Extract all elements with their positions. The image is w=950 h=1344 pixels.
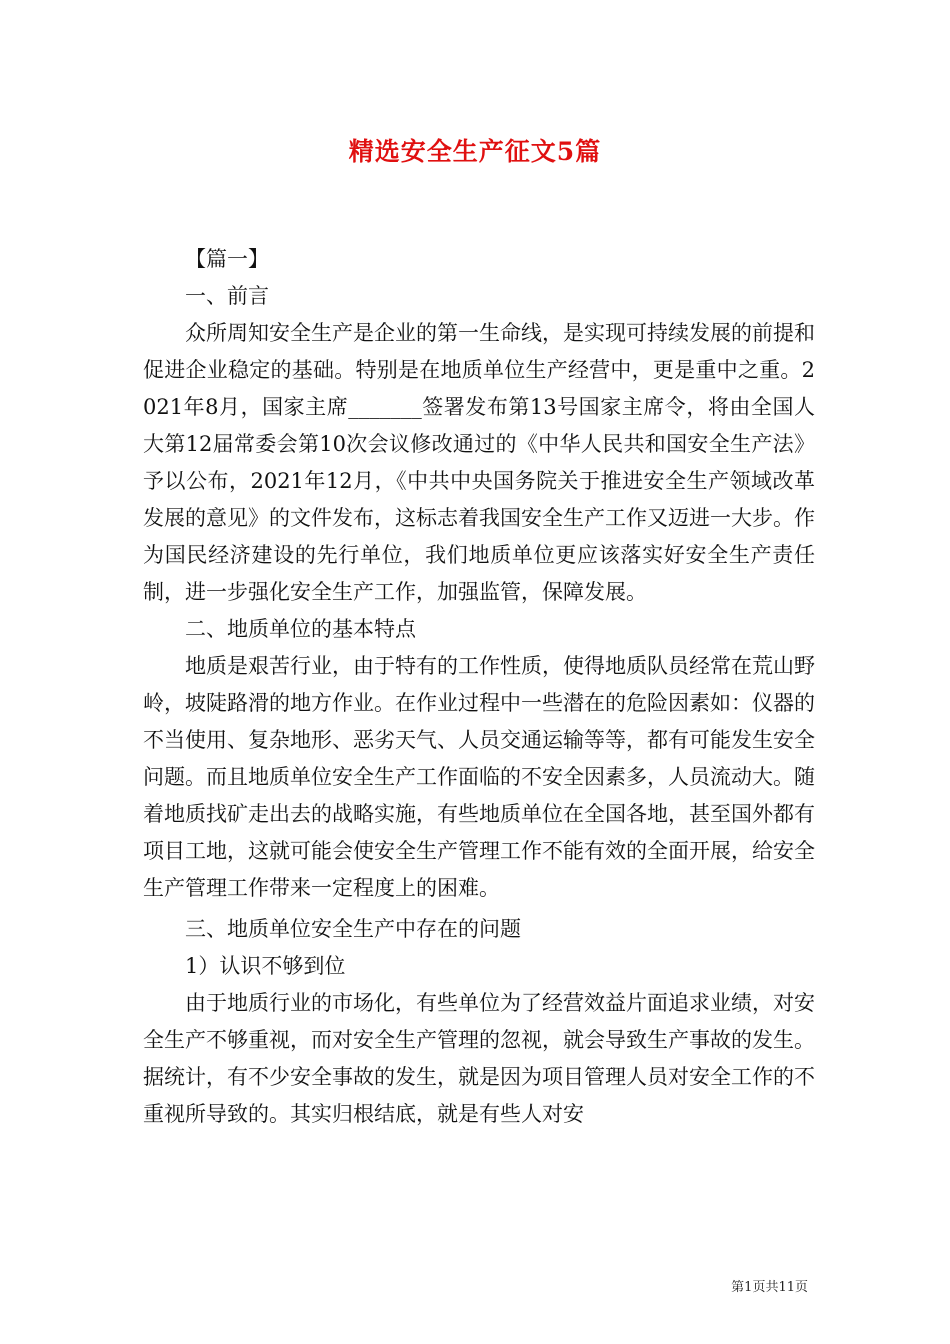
section-heading: 一、前言 — [185, 284, 269, 308]
paragraph: 众所周知安全生产是企业的第一生命线，是实现可持续发展的前提和促进企业稳定的基础。特别是在地质单位生产经营中，更是重中之重。2021年8月，国家主席_______签署发布第13号国家主席令，将由全国人大第12届常委会第10次会议修改通过的《中华人民共和国安全生产法》予以公布，2021年12月，《中共中央国务院关于推进安全生产领域改革发展的意见》的文件发布，这标志着我国安全生产工作又迈进一大步。作为国民经济建设的先行单位，我们地质单位更应该落实好安全生产责任制，进一步强化安全生产工作，加强监管，保障发展。 — [143, 321, 815, 604]
section-heading: 三、地质单位安全生产中存在的问题 — [185, 917, 521, 941]
subsection-heading: 1）认识不够到位 — [185, 954, 346, 978]
section-label: 【篇一】 — [185, 247, 269, 271]
page-title: 精选安全生产征文5篇 — [348, 137, 602, 166]
paragraph: 地质是艰苦行业，由于特有的工作性质，使得地质队员经常在荒山野岭，坡陡路滑的地方作业。在作业过程中一些潜在的危险因素如：仪器的不当使用、复杂地形、恶劣天气、人员交通运输等等，都有可能发生安全问题。而且地质单位安全生产工作面临的不安全因素多，人员流动大。随着地质找矿走出去的战略实施，有些地质单位在全国各地，甚至国外都有项目工地，这就可能会使安全生产管理工作不能有效的全面开展，给安全生产管理工作带来一定程度上的困难。 — [143, 654, 815, 900]
page-number: 第1页共11页 — [731, 1280, 808, 1295]
paragraph: 由于地质行业的市场化，有些单位为了经营效益片面追求业绩，对安全生产不够重视，而对安全生产管理的忽视，就会导致生产事故的发生。据统计，有不少安全事故的发生，就是因为项目管理人员对安全工作的不重视所导致的。其实归根结底，就是有些人对安 — [143, 991, 815, 1126]
section-heading: 二、地质单位的基本特点 — [185, 617, 416, 641]
document-body — [143, 241, 815, 1133]
